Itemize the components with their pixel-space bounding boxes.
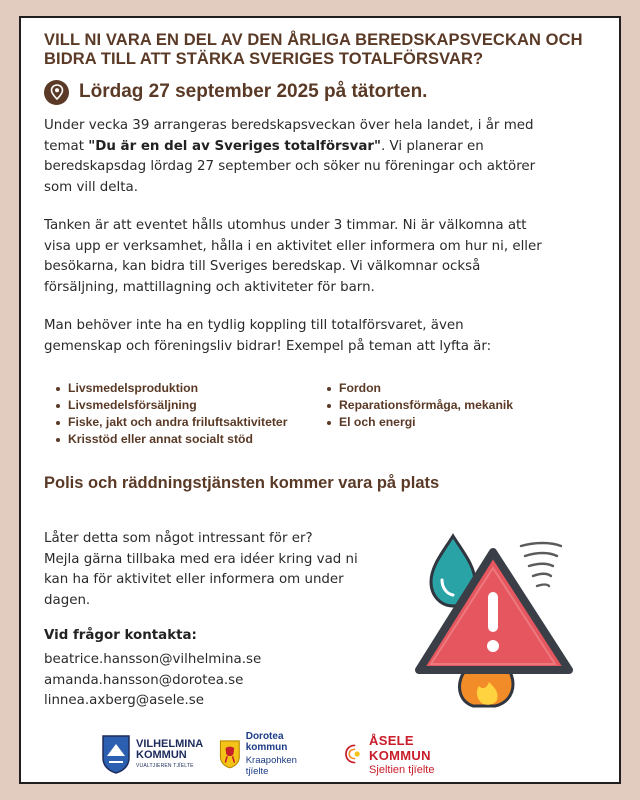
intro-text: Under vecka 39 arrangeras beredskapsveckan över hela landet, i år med temat [44,118,534,154]
contact-email[interactable]: beatrice.hansson@vilhelmina.se [44,652,262,667]
contact-email[interactable]: linnea.axberg@asele.se [44,693,204,708]
dorotea-tagline: Kraapohken tjïelte [245,755,297,777]
theme-item: Fiske, jakt och andra friluftsaktiviteter [55,414,287,431]
location-pin-icon [44,80,69,105]
invite-request: Mejla gärna tillbaka med era idéer kring vad ni kan ha för aktivitet eller informera om under dagen. [44,551,358,608]
theme-name: "Du är en del av Sveriges totalförsvar" [88,138,381,154]
vilhelmina-crest-icon [101,734,131,774]
vilhelmina-logo [101,730,203,778]
theme-item: Krisstöd eller annat socialt stöd [55,431,287,448]
vilhelmina-tagline: VUALTJIEREN TJÏELTE [136,763,194,769]
theme-item: El och energi [326,414,513,431]
invite-question: Låter detta som något intressant för er? [44,531,313,546]
police-rescue-heading: Polis och räddningstjänsten kommer vara på plats [44,474,440,492]
intro-paragraph [44,116,544,198]
date-line [44,78,427,106]
asele-tagline: Sjeltien tjïelte [369,763,435,776]
event-paragraph: Tanken är att eventet hålls utomhus under 3 timmar. Ni är välkomna att visa upp er verksamhet, hålla i en aktivitet eller informera om hur ni, eller besökarna, kan bidra till Sveriges beredskap. Vi välkomnar också försäljning, mattillagning och aktiviteter för barn. [44,218,542,295]
themes-intro-paragraph: Man behöver inte ha en tydlig koppling till totalförsvaret, även gemenskap och föreningsliv bidrar! Exempel på teman att lyfta är: [44,318,492,354]
asele-logo [344,730,442,778]
vilhelmina-name: VILHELMINA [136,738,204,750]
dorotea-crest-icon [219,734,241,774]
tornado-icon [521,543,561,586]
dorotea-logo [219,730,305,778]
asele-name: ÅSELE KOMMUN [369,732,431,763]
contact-list [44,650,261,712]
intro-text-end: . Vi planerar en beredskapsdag lördag 27 september och söker nu föreningar och aktörer som vill delta. [44,138,536,195]
contact-title: Vid frågor kontakta: [44,628,197,643]
themes-list-right [326,380,513,431]
poster [19,16,621,784]
hazard-warning-icon [409,524,579,709]
dorotea-name: Dorotea kommun [245,731,288,753]
event-date: Lördag 27 september 2025 på tätorten. [79,81,428,102]
invite-paragraph [44,529,384,611]
vilhelmina-kommun: KOMMUN [136,749,187,761]
contact-email[interactable]: amanda.hansson@dorotea.se [44,672,244,688]
theme-item: Livsmedelsproduktion [55,380,287,397]
theme-item: Fordon [326,380,513,397]
themes-list-left [55,380,287,448]
headline: VILL NI VARA EN DEL AV DEN ÅRLIGA BEREDSKAPSVECKAN OCH BIDRA TILL ATT STÄRKA SVERIGES TOTALFÖRSVAR? [44,31,583,68]
asele-symbol-icon [344,737,365,771]
theme-item: Livsmedelsförsäljning [55,397,287,414]
theme-item: Reparationsförmåga, mekanik [326,397,513,414]
